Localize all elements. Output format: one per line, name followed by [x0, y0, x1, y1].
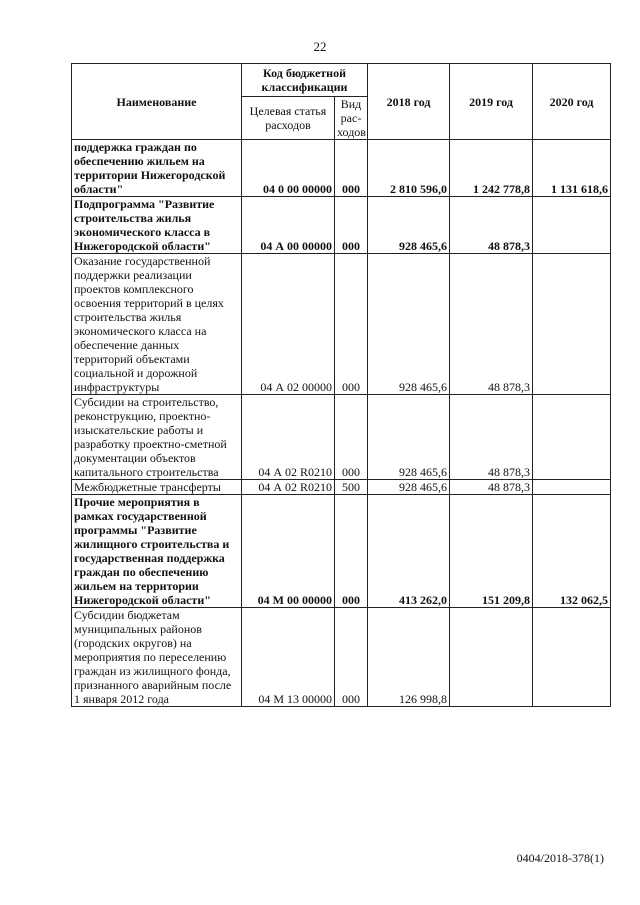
- header-year-2019: 2019 год: [450, 64, 533, 140]
- header-budget-code-group: Код бюджетной классификации: [242, 64, 368, 97]
- row-target-code: 04 А 02 R0210: [242, 480, 335, 495]
- row-2019-value: 151 209,8: [450, 495, 533, 608]
- row-target-code: 04 0 00 00000: [242, 140, 335, 197]
- row-2018-value: 413 262,0: [368, 495, 450, 608]
- header-year-2020: 2020 год: [533, 64, 611, 140]
- table-body: [72, 140, 611, 707]
- page-number: 22: [313, 39, 327, 54]
- row-2018-value: 928 465,6: [368, 197, 450, 254]
- row-name: Межбюджетные трансферты: [72, 480, 242, 495]
- row-target-code: 04 А 02 R0210: [242, 395, 335, 480]
- row-2019-value: 48 878,3: [450, 254, 533, 395]
- row-2019-value: 1 242 778,8: [450, 140, 533, 197]
- row-name: поддержка граждан по обеспечению жильем на территории Нижегородской области": [72, 140, 242, 197]
- row-2018-value: 928 465,6: [368, 395, 450, 480]
- row-2019-value: [450, 608, 533, 707]
- header-target-article: Целевая статья расходов: [242, 97, 335, 140]
- row-expense-type: 000: [335, 254, 368, 395]
- budget-table: [71, 63, 611, 707]
- row-name: Оказание государственной поддержки реализации проектов комплексного освоения территорий в целях строительства жилья экономического класса на обеспечение данных территорий объектами социальной и дорожной инфраструктуры: [72, 254, 242, 395]
- row-expense-type: 000: [335, 395, 368, 480]
- row-2020-value: [533, 608, 611, 707]
- table-row: [72, 254, 611, 395]
- document-footer-code: 0404/2018-378(1): [516, 851, 604, 865]
- table-row: [72, 480, 611, 495]
- header-year-2018: 2018 год: [368, 64, 450, 140]
- row-2018-value: 2 810 596,0: [368, 140, 450, 197]
- row-2020-value: [533, 395, 611, 480]
- row-2019-value: 48 878,3: [450, 480, 533, 495]
- row-expense-type: 500: [335, 480, 368, 495]
- table-row: [72, 608, 611, 707]
- row-2020-value: [533, 254, 611, 395]
- row-2019-value: 48 878,3: [450, 395, 533, 480]
- table-row: [72, 495, 611, 608]
- row-name: Субсидии на строительство, реконструкцию, проектно-изыскательские работы и разработку проектно-сметной документации объектов капитального строительства: [72, 395, 242, 480]
- header-expense-type: Вид рас-ходов: [335, 97, 368, 140]
- table-row: [72, 395, 611, 480]
- row-expense-type: 000: [335, 608, 368, 707]
- row-expense-type: 000: [335, 197, 368, 254]
- row-expense-type: 000: [335, 140, 368, 197]
- row-target-code: 04 М 13 00000: [242, 608, 335, 707]
- row-2020-value: 132 062,5: [533, 495, 611, 608]
- row-name: Субсидии бюджетам муниципальных районов (городских округов) на мероприятия по переселению граждан из жилищного фонда, признанного аварийным после 1 января 2012 года: [72, 608, 242, 707]
- row-2018-value: 928 465,6: [368, 254, 450, 395]
- row-2019-value: 48 878,3: [450, 197, 533, 254]
- row-expense-type: 000: [335, 495, 368, 608]
- row-name: Подпрограмма "Развитие строительства жилья экономического класса в Нижегородской области": [72, 197, 242, 254]
- row-2020-value: [533, 480, 611, 495]
- row-name: Прочие мероприятия в рамках государственной программы "Развитие жилищного строительства и государственная поддержка граждан по обеспечению жильем на территории Нижегородской области": [72, 495, 242, 608]
- header-name: Наименование: [72, 64, 242, 140]
- table-row: [72, 140, 611, 197]
- row-2020-value: [533, 197, 611, 254]
- row-2018-value: 126 998,8: [368, 608, 450, 707]
- table-row: [72, 197, 611, 254]
- row-2020-value: 1 131 618,6: [533, 140, 611, 197]
- row-2018-value: 928 465,6: [368, 480, 450, 495]
- row-target-code: 04 М 00 00000: [242, 495, 335, 608]
- row-target-code: 04 А 02 00000: [242, 254, 335, 395]
- row-target-code: 04 А 00 00000: [242, 197, 335, 254]
